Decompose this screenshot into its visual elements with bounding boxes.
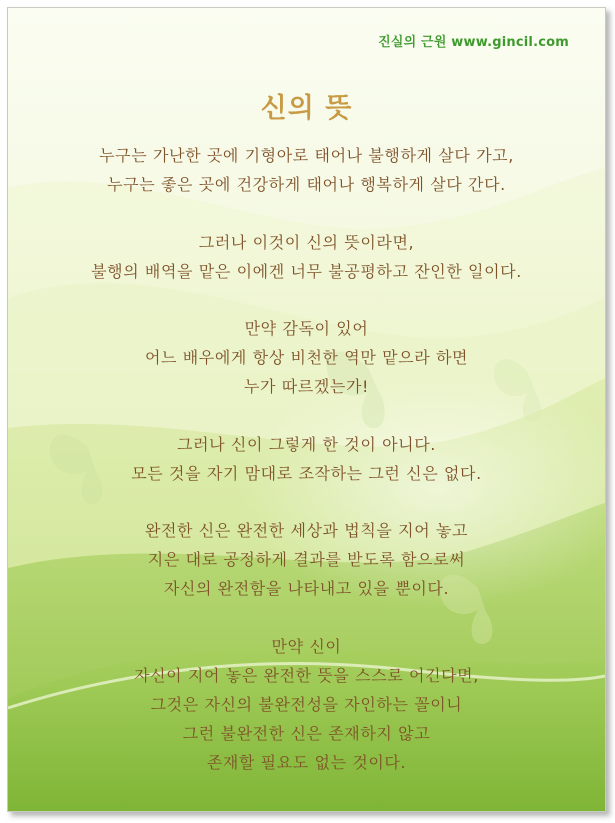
stanza [8,516,605,603]
poem-line: 자신의 완전함을 나타내고 있을 뿐이다. [163,579,450,598]
poem-line: 존재할 필요도 없는 것이다. [206,752,407,772]
poem-line: 만약 신이 [271,636,342,656]
poem-line: 그러나 신이 그렇게 한 것이 아니다. [177,434,436,454]
poem-line: 그것은 자신의 불완전성을 자인하는 꼴이니 [150,694,463,714]
stanza [8,430,605,488]
poem-line: 모든 것을 자기 맘대로 조작하는 그런 신은 없다. [131,463,482,483]
poem-line: 만약 감독이 있어 [244,319,369,338]
poem-line: 완전한 신은 완전한 세상과 법칙을 지어 놓고 [144,521,469,540]
poem-line: 어느 배우에게 항상 비천한 역만 맡으라 하면 [144,348,469,367]
stanza [8,314,605,401]
poem-title: 신의 뜻 [260,93,353,124]
poem-line: 그러나 이것이 신의 뜻이라면, [198,232,415,252]
poem-line: 그런 불완전한 신은 존재하지 않고 [182,723,431,743]
poem-line: 불행의 배역을 맡은 이에겐 너무 불공평하고 잔인한 일이다. [91,261,522,281]
poem-card [7,7,606,812]
poem-line: 지은 대로 공정하게 결과를 받도록 함으로써 [147,550,466,569]
poem-line: 누구는 가난한 곳에 기형아로 태어나 불행하게 살다 가고, [99,146,514,165]
poem-body [8,141,605,777]
poem-line: 누구는 좋은 곳에 건강하게 태어나 행복하게 살다 간다. [107,175,506,194]
poem-line: 자신이 지어 놓은 완전한 뜻을 스스로 어긴다면, [134,665,479,685]
stanza [8,632,605,777]
site-credit: 진실의 근원 www.gincil.com [378,35,569,50]
stanza [8,141,605,199]
stanza [8,228,605,286]
poem-line: 누가 따르겠는가! [243,377,370,396]
